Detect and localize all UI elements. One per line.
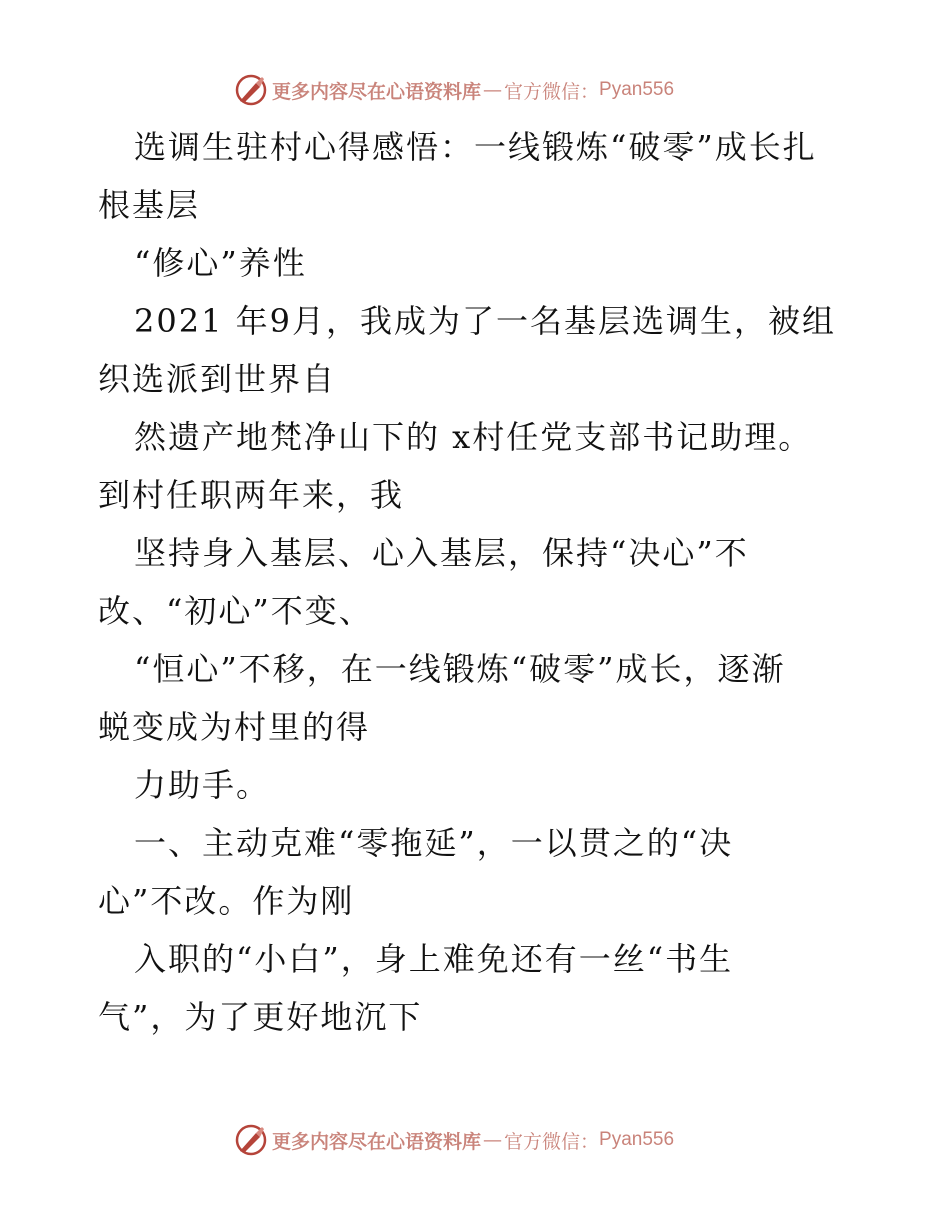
pen-logo-icon <box>234 73 268 107</box>
paragraph-line: 2021 年9月，我成为了一名基层选调生，被组 <box>134 302 836 340</box>
paragraph-line: 力助手。 <box>134 766 271 804</box>
paragraph-line: 改、“初心”不变、 <box>98 592 373 630</box>
title-line-1: 选调生驻村心得感悟：一线锻炼“破零”成长扎 <box>134 128 817 166</box>
section-heading-line: 一、主动克难“零拖延”，一以贯之的“决 <box>134 824 734 862</box>
paragraph-line: 到村任职两年来，我 <box>98 476 405 514</box>
banner-main-text: 更多内容尽在心语资料库 <box>272 1130 482 1153</box>
paragraph-line: 心”不改。作为刚 <box>98 882 355 920</box>
paragraph-line: 坚持身入基层、心入基层，保持“决心”不 <box>134 534 749 572</box>
paragraph-line: 入职的“小白”，身上难免还有一丝“书生 <box>134 940 734 978</box>
header-banner <box>234 72 674 108</box>
banner-separator: — <box>483 79 503 101</box>
banner-separator: — <box>483 1129 503 1151</box>
banner-wechat-label: 官方微信： <box>504 1130 600 1153</box>
pen-logo-icon <box>234 1123 268 1157</box>
paragraph-line: 蜕变成为村里的得 <box>98 708 371 746</box>
subtitle-line: “修心”养性 <box>134 244 307 282</box>
footer-banner <box>234 1122 674 1158</box>
paragraph-line: “恒心”不移，在一线锻炼“破零”成长，逐渐 <box>134 650 786 688</box>
banner-wechat-label: 官方微信： <box>504 80 600 103</box>
paragraph-line: 气”，为了更好地沉下 <box>98 998 423 1036</box>
banner-wechat-id: Pyan556 <box>599 79 675 100</box>
paragraph-line: 然遗产地梵净山下的 x村任党支部书记助理。 <box>134 418 813 456</box>
banner-wechat-id: Pyan556 <box>599 1129 675 1150</box>
paragraph-line: 织选派到世界自 <box>98 360 337 398</box>
banner-main-text: 更多内容尽在心语资料库 <box>272 80 482 103</box>
title-line-2: 根基层 <box>98 186 201 224</box>
